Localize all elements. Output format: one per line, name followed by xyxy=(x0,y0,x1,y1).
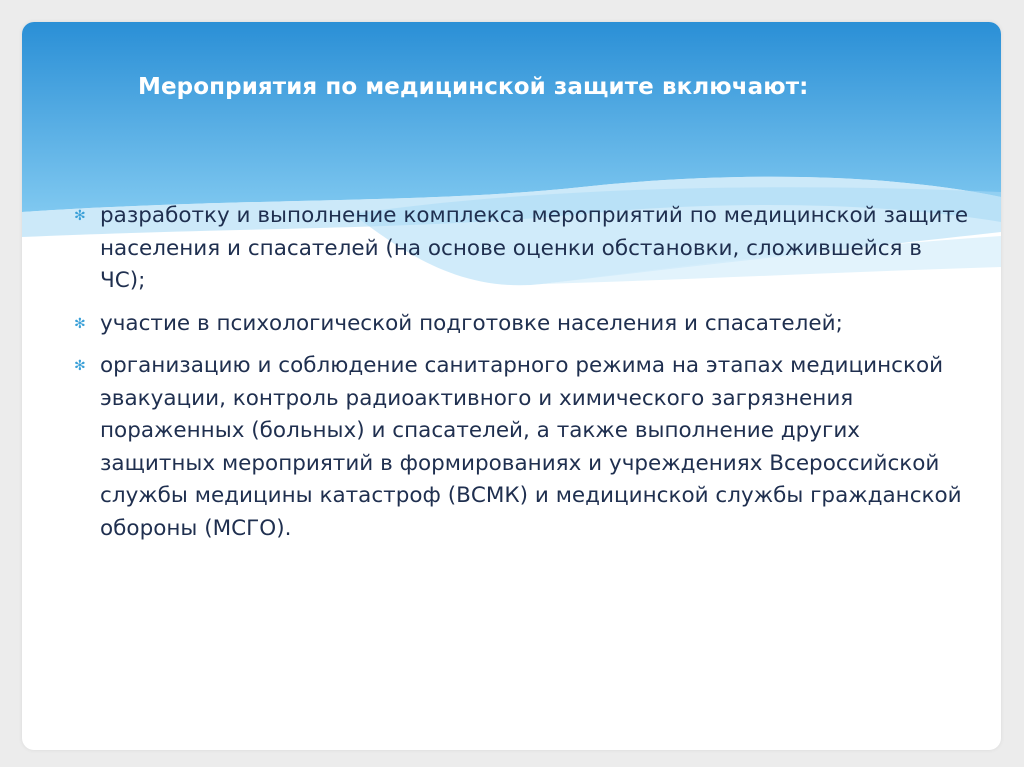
bullet-item xyxy=(74,350,974,545)
bullet-text: организацию и соблюдение санитарного режима на этапах медицинской эвакуации, контроль радиоактивного и химического загрязнения пораженных (больных) и спасателей, а также выполнение других защитных мероприятий в формированиях и учреждениях Всероссийской службы медицины катастроф (ВСМК) и медицинской службы гражданской обороны (МСГО). xyxy=(100,353,962,541)
bullet-text: участие в психологической подготовке населения и спасателей; xyxy=(100,310,843,336)
bullet-list xyxy=(74,200,974,555)
slide-title: Мероприятия по медицинской защите включают: xyxy=(138,74,809,100)
asterisk-icon: ✻ xyxy=(74,208,86,224)
bullet-text: разработку и выполнение комплекса мероприятий по медицинской защите населения и спасателей (на основе оценки обстановки, сложившейся в ЧС); xyxy=(100,203,969,293)
asterisk-icon: ✻ xyxy=(74,315,86,332)
slide xyxy=(22,22,1001,750)
bullet-item xyxy=(74,308,974,341)
bullet-item xyxy=(74,200,974,298)
asterisk-icon: ✻ xyxy=(74,358,86,374)
